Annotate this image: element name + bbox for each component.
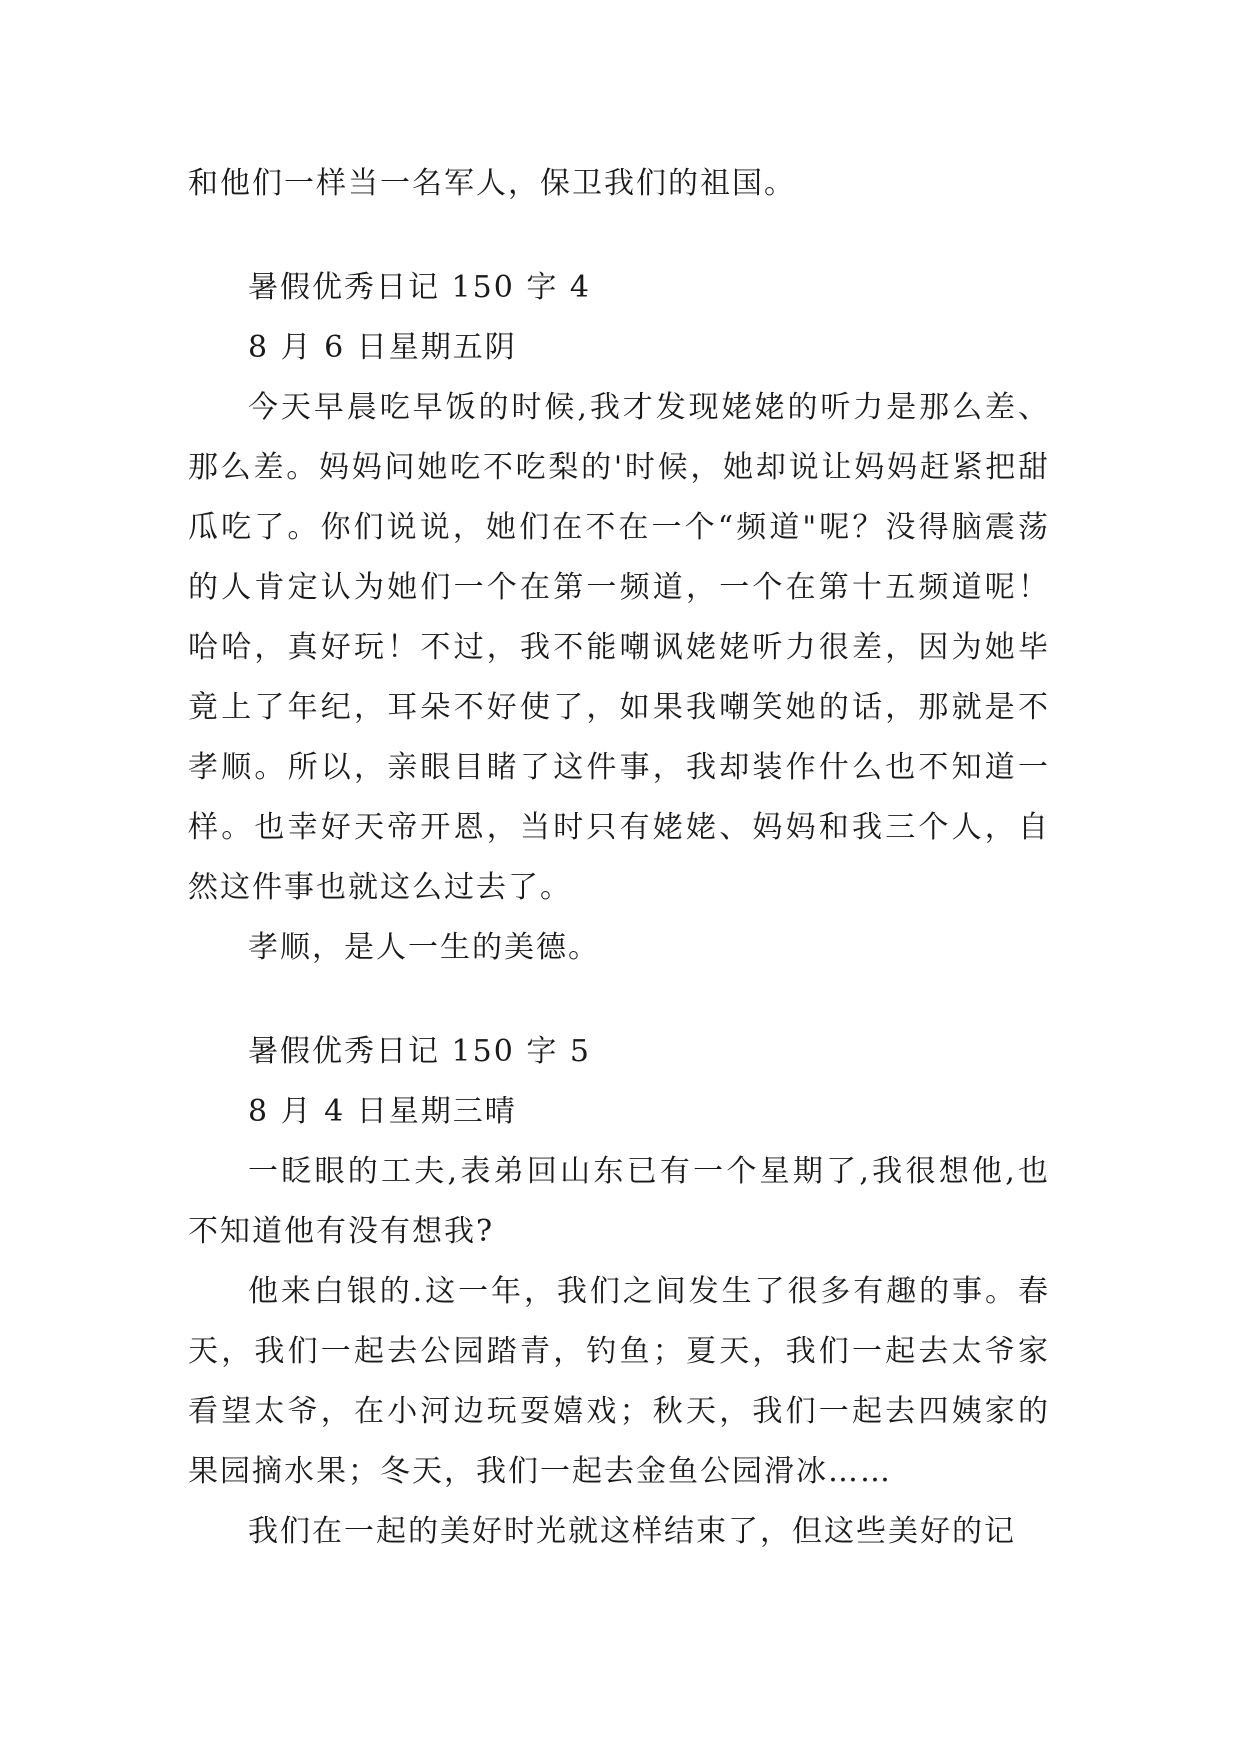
diary-paragraph-5-2: 他来白银的.这一年，我们之间发生了很多有趣的事。春天，我们一起去公园踏青，钓鱼；夏天，我们一起去太爷家看望太爷，在小河边玩耍嬉戏；秋天，我们一起去四姨家的果园摘水果；冬天，我们一起去金鱼公园滑冰……	[188, 1274, 1050, 1489]
document-body	[188, 154, 1050, 1562]
diary-paragraph-5-1: 一眨眼的工夫,表弟回山东已有一个星期了,我很想他,也不知道他有没有想我?	[188, 1154, 1050, 1249]
diary-date-5: 8 月 4 日星期三晴	[248, 1094, 517, 1129]
paragraph-continuation: 和他们一样当一名军人，保卫我们的祖国。	[188, 166, 796, 201]
section-heading-5: 暑假优秀日记 150 字 5	[248, 1034, 591, 1069]
diary-paragraph-5-3: 我们在一起的美好时光就这样结束了，但这些美好的记	[248, 1514, 1016, 1549]
section-heading-4: 暑假优秀日记 150 字 4	[248, 270, 591, 305]
diary-date-4: 8 月 6 日星期五阴	[248, 330, 517, 365]
diary-paragraph-4-1: 今天早晨吃早饭的时候,我才发现姥姥的听力是那么差、那么差。妈妈问她吃不吃梨的'时候，她却说让妈妈赶紧把甜瓜吃了。你们说说，她们在不在一个“频道"呢？没得脑震荡的人肯定认为她们一个在第一频道，一个在第十五频道呢！哈哈，真好玩！不过，我不能嘲讽姥姥听力很差，因为她毕竟上了年纪，耳朵不好使了，如果我嘲笑她的话，那就是不孝顺。所以，亲眼目睹了这件事，我却装作什么也不知道一样。也幸好天帝开恩，当时只有姥姥、妈妈和我三个人，自然这件事也就这么过去了。	[188, 390, 1050, 905]
diary-paragraph-4-2: 孝顺，是人一生的美德。	[248, 930, 600, 965]
section-gap	[188, 214, 1050, 258]
section-gap	[188, 978, 1050, 1022]
